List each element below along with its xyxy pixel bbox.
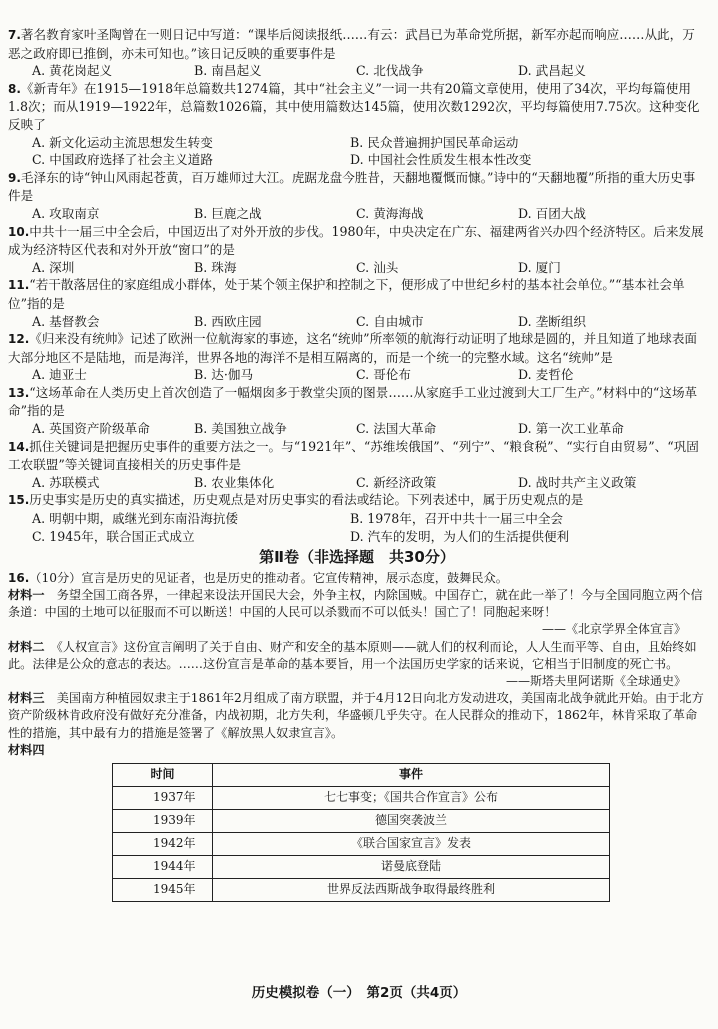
material-label: 材料一 [8, 588, 45, 603]
option-c: C. 黄海海战 [356, 205, 424, 221]
question-number: 8. [8, 81, 21, 96]
option-a: A. 深圳 [32, 259, 75, 275]
question-7 [8, 26, 706, 80]
section-2-title: 第Ⅱ卷（非选择题 共30分） [259, 548, 455, 567]
option-b: B. 南昌起义 [194, 63, 262, 79]
question-stem: 中共十一届三中全会后，中国迈出了对外开放的步伐。1980年，中央决定在广东、福建两省兴办四个经济特区。后来发展成为经济特区代表和对外开放“窗口”的是 [8, 223, 704, 258]
option-a: A. 新文化运动主流思想发生转变 [32, 134, 213, 150]
material-label: 材料四 [8, 742, 45, 757]
question-9 [8, 169, 706, 223]
option-d: D. 战时共产主义政策 [518, 474, 637, 490]
question-14 [8, 438, 706, 492]
question-number: 16. [8, 570, 30, 585]
option-d: D. 汽车的发明，为人们的生活提供便利 [350, 528, 570, 544]
question-16 [8, 570, 706, 902]
material-source: ——《北京学界全体宣言》 [541, 622, 686, 637]
option-b: B. 珠海 [194, 259, 237, 275]
option-c: C. 中国政府选择了社会主义道路 [32, 152, 213, 168]
option-c: C. 自由城市 [356, 313, 424, 329]
question-15 [8, 491, 706, 545]
option-c: C. 1945年，联合国正式成立 [32, 528, 195, 544]
option-d: D. 中国社会性质发生根本性改变 [350, 152, 532, 168]
option-c: C. 法国大革命 [356, 421, 437, 437]
material-text: 务望全国工商各界，一律起来设法开国民大会，外争主权，内除国贼。中国存亡，就在此一举了！今与全国同胞立两个信条道：中国的土地可以征服而不可以断送！中国的人民可以杀戮而不可以低头！国亡了！同胞起来呀！ [8, 588, 703, 620]
material-label: 材料三 [8, 691, 45, 706]
option-a: A. 苏联模式 [32, 474, 100, 490]
option-b: B. 巨鹿之战 [194, 205, 262, 221]
question-number: 12. [8, 332, 30, 347]
table-cell-event: 七七事变；《国共合作宣言》公布 [213, 787, 610, 810]
option-b: B. 达·伽马 [194, 367, 254, 383]
table-row [113, 833, 610, 856]
question-11 [8, 276, 706, 330]
table-cell-year: 1945年 [113, 879, 213, 902]
option-b: B. 美国独立战争 [194, 421, 287, 437]
material-4 [8, 742, 706, 759]
option-a: A. 明朝中期，戚继光到东南沿海抗倭 [32, 511, 239, 527]
question-number: 13. [8, 385, 30, 400]
table-header: 事件 [213, 764, 610, 787]
option-d: D. 麦哲伦 [518, 367, 574, 383]
table-header: 时间 [113, 764, 213, 787]
table-row [113, 879, 610, 902]
question-number: 15. [8, 493, 30, 508]
table-cell-event: 诺曼底登陆 [213, 856, 610, 879]
option-d: D. 垄断组织 [518, 313, 587, 329]
question-stem: 毛泽东的诗“钟山风雨起苍黄，百万雄师过大江。虎踞龙盘今胜昔，天翻地覆慨而慷。”诗中的“天翻地覆”所指的重大历史事件是 [8, 169, 696, 204]
material-source: ——斯塔夫里阿诺斯《全球通史》 [505, 674, 686, 689]
material-1 [8, 587, 706, 621]
table-row [113, 787, 610, 810]
question-stem: “这场革命在人类历史上首次创造了一幅烟囱多于教堂尖顶的图景……从家庭手工业过渡到大工厂生产。”材料中的“这场革命”指的是 [8, 384, 698, 419]
option-a: A. 攻取南京 [32, 205, 100, 221]
option-c: C. 哥伦布 [356, 367, 411, 383]
table-cell-year: 1939年 [113, 810, 213, 833]
question-stem: 历史事实是历史的真实描述，历史观点是对历史事实的看法或结论。下列表述中，属于历史观点的是 [29, 492, 584, 508]
option-c: C. 新经济政策 [356, 474, 437, 490]
option-a: A. 迪亚士 [32, 367, 87, 383]
question-intro: （10分）宣言是历史的见证者，也是历史的推动者。它宣传精神，展示态度，鼓舞民众。 [29, 570, 508, 585]
multiple-choice-questions [8, 26, 706, 545]
option-a: A. 黄花岗起义 [32, 63, 113, 79]
question-number: 7. [8, 28, 21, 42]
table-cell-event: 德国突袭波兰 [213, 810, 610, 833]
question-number: 10. [8, 224, 30, 239]
material-text: 《人权宣言》这份宣言阐明了关于自由、财产和安全的基本原则——就人们的权利而论，人人生而平等、自由，且始终如此。法律是公众的意志的表达。……这份宣言是革命的基本要旨，用一个法国历史学家的话来说，它相当于旧制度的死亡书。 [8, 639, 697, 671]
option-b: B. 农业集体化 [194, 474, 275, 490]
page-footer: 历史模拟卷（一） 第2页（共4页） [251, 985, 467, 1001]
option-a: A. 基督教会 [32, 313, 100, 329]
table-row [113, 810, 610, 833]
option-b: B. 西欧庄园 [194, 313, 262, 329]
question-stem: 《归来没有统帅》记述了欧洲一位航海家的事迹，这名“统帅”所率领的航海行动证明了地球是圆的，并且知道了地球表面大部分地区不是陆地，而是海洋，世界各地的海洋不是相互隔离的，而是一个统一的完整水域。这名“统帅”是 [8, 331, 698, 365]
table-row [113, 856, 610, 879]
question-number: 11. [8, 278, 30, 293]
table-cell-event: 世界反法西斯战争取得最终胜利 [213, 879, 610, 902]
question-10 [8, 223, 706, 277]
question-stem: 抓住关键词是把握历史事件的重要方法之一。与“1921年”、“苏维埃俄国”、“列宁”、“粮食税”、“实行自由贸易”、“巩固工农联盟”等关键词直接相关的历史事件是 [8, 438, 699, 473]
material-3 [8, 690, 706, 742]
question-12 [8, 330, 706, 384]
option-c: C. 北伐战争 [356, 63, 424, 79]
table-header-row [113, 764, 610, 787]
question-stem: “若干散落居住的家庭组成小群体，处于某个领主保护和控制之下，便形成了中世纪乡村的基本社会单位。”“基本社会单位”指的是 [8, 277, 685, 311]
option-a: A. 英国资产阶级革命 [32, 421, 150, 437]
question-stem: 著名教育家叶圣陶曾在一则日记中写道：“课毕后阅读报纸……有云：武昌已为革命党所据，新军亦起而响应……从此，万恶之政府即已推倒，亦未可知也。”该日记反映的重要事件是 [8, 27, 695, 61]
option-d: D. 第一次工业革命 [518, 421, 624, 437]
option-b: B. 民众普遍拥护国民革命运动 [350, 134, 519, 150]
material-2 [8, 639, 706, 673]
timeline-table [112, 763, 610, 902]
table-cell-year: 1944年 [113, 856, 213, 879]
option-d: D. 百团大战 [518, 205, 587, 221]
option-b: B. 1978年，召开中共十一届三中全会 [350, 511, 564, 527]
material-label: 材料二 [8, 639, 45, 654]
question-8 [8, 80, 706, 169]
question-number: 14. [8, 439, 30, 454]
table-cell-event: 《联合国家宣言》发表 [213, 833, 610, 856]
question-13 [8, 384, 706, 438]
option-d: D. 厦门 [518, 259, 561, 275]
table-cell-year: 1942年 [113, 833, 213, 856]
question-stem: 《新青年》在1915—1918年总篇数共1274篇，其中“社会主义”一词一共有20篇文章使用，使用了34次，平均每篇使用1.8次；而从1919—1922年，总篇数1026篇，其中使用篇数达145篇，使用次数1292次，平均每篇使用7.75次。这种变化反映了 [8, 80, 700, 132]
option-d: D. 武昌起义 [518, 63, 587, 79]
material-text: 美国南方种植园奴隶主于1861年2月组成了南方联盟，并于4月12日向北方发动进攻，美国南北战争就此开始。由于北方资产阶级林肯政府没有做好充分准备，内战初期，北方失利，华盛顿几乎失守。在人民群众的推动下，1862年，林肯采取了革命性的措施，其中最有力的措施是签署了《解放黑人奴隶宣言》。 [8, 691, 704, 740]
question-number: 9. [8, 170, 21, 185]
option-c: C. 汕头 [356, 259, 399, 275]
table-cell-year: 1937年 [113, 787, 213, 810]
